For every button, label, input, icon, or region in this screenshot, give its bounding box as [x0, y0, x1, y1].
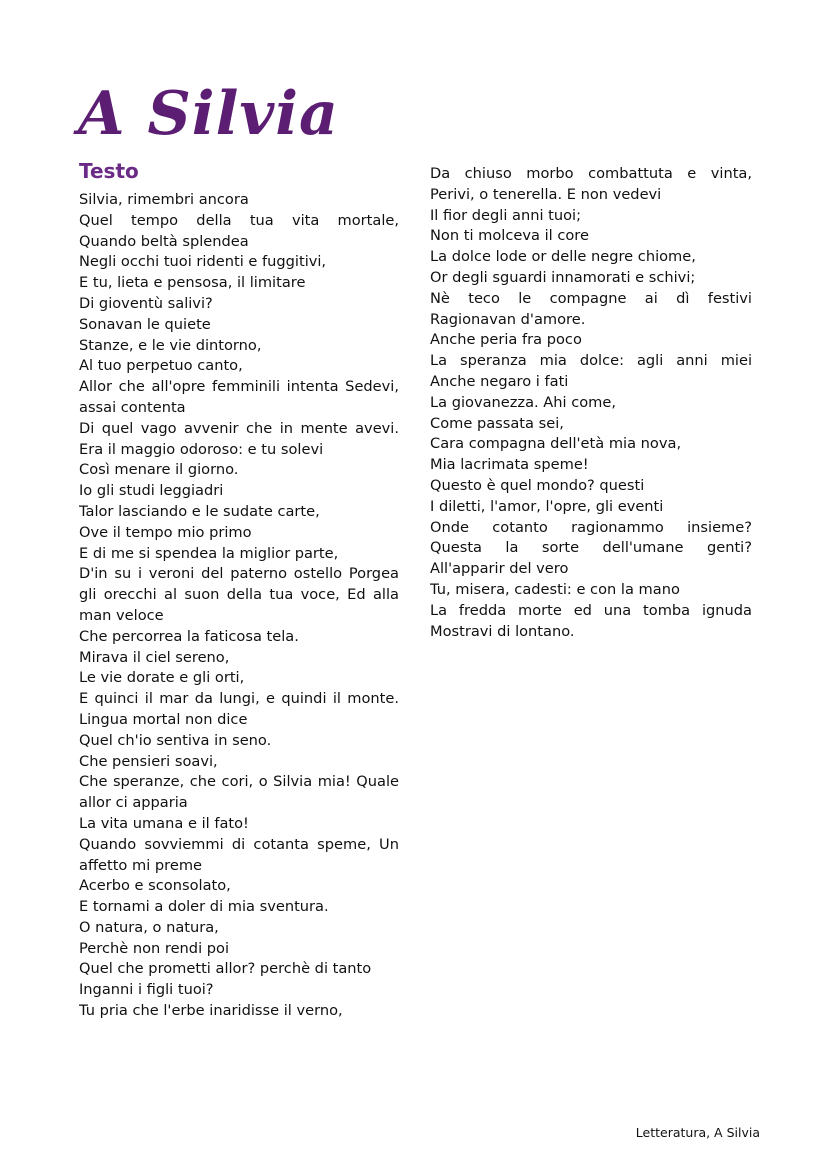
- poem-line: Perchè non rendi poi: [79, 939, 230, 957]
- poem-line: Anche peria fra poco: [430, 331, 582, 349]
- poem-line: La dolce lode or delle negre chiome,: [430, 248, 696, 266]
- poem-line: Le vie dorate e gli orti,: [79, 669, 245, 687]
- poem-line: Allor che all'opre femminili intenta Sedevi,: [79, 378, 399, 396]
- poem-line: Che speranze, che cori, o Silvia mia! Quale: [79, 773, 399, 791]
- poem-line: Non ti molceva il core: [430, 227, 589, 245]
- poem-line: Talor lasciando e le sudate carte,: [79, 502, 320, 520]
- poem-line: Ove il tempo mio primo: [79, 523, 252, 541]
- poem-column-left: [79, 190, 399, 1022]
- poem-line: Mia lacrimata speme!: [430, 456, 589, 474]
- poem-line: Tu pria che l'erbe inaridisse il verno,: [79, 1002, 343, 1020]
- poem-line: La fredda morte ed una tomba ignuda: [430, 601, 752, 619]
- poem-line: Anche negaro i fati: [430, 372, 569, 390]
- poem-line: Di gioventù salivi?: [79, 294, 213, 312]
- poem-line: Di quel vago avvenir che in mente avevi.: [79, 419, 399, 437]
- poem-line: Stanze, e le vie dintorno,: [79, 336, 262, 354]
- poem-column-right: [430, 164, 752, 642]
- poem-line: All'apparir del vero: [430, 560, 569, 578]
- poem-line: Mirava il ciel sereno,: [79, 648, 230, 666]
- poem-line: Quando beltà splendea: [79, 232, 249, 250]
- poem-line: E di me si spendea la miglior parte,: [79, 544, 339, 562]
- poem-line: Era il maggio odoroso: e tu solevi: [79, 440, 324, 458]
- poem-line: Il fior degli anni tuoi;: [430, 206, 582, 224]
- poem-line: Silvia, rimembri ancora: [79, 191, 249, 208]
- poem-line: Lingua mortal non dice: [79, 710, 248, 728]
- poem-line: E quinci il mar da lungi, e quindi il monte.: [79, 690, 399, 708]
- poem-line: Ragionavan d'amore.: [430, 310, 586, 328]
- poem-line: La speranza mia dolce: agli anni miei: [430, 352, 752, 370]
- poem-line: Mostravi di lontano.: [430, 622, 575, 640]
- poem-line: Io gli studi leggiadri: [79, 482, 224, 500]
- poem-line: Onde cotanto ragionammo insieme?: [430, 518, 752, 536]
- poem-line: man veloce: [79, 606, 164, 624]
- poem-line: affetto mi preme: [79, 856, 203, 874]
- poem-line: D'in su i veroni del paterno ostello Porgea: [79, 565, 399, 583]
- page-title: A Silvia: [78, 79, 339, 149]
- poem-line: Tu, misera, cadesti: e con la mano: [430, 580, 680, 598]
- section-heading: Testo: [79, 159, 139, 183]
- poem-line: La giovanezza. Ahi come,: [430, 393, 617, 411]
- poem-line: I diletti, l'amor, l'opre, gli eventi: [430, 497, 664, 515]
- poem-line: Che pensieri soavi,: [79, 752, 218, 770]
- poem-line: Or degli sguardi innamorati e schivi;: [430, 268, 696, 286]
- poem-line: Quel tempo della tua vita mortale,: [79, 211, 399, 229]
- poem-line: O natura, o natura,: [79, 918, 219, 936]
- poem-line: Come passata sei,: [430, 414, 564, 432]
- poem-line: Nè teco le compagne ai dì festivi: [430, 289, 752, 307]
- poem-line: Questo è quel mondo? questi: [430, 476, 645, 494]
- poem-line: Acerbo e sconsolato,: [79, 877, 231, 895]
- poem-line: La vita umana e il fato!: [79, 814, 249, 832]
- poem-line: Da chiuso morbo combattuta e vinta,: [430, 165, 752, 182]
- poem-line: Quel ch'io sentiva in seno.: [79, 731, 272, 749]
- poem-line: Che percorrea la faticosa tela.: [79, 627, 299, 645]
- poem-line: Quel che prometti allor? perchè di tanto: [79, 960, 372, 978]
- poem-line: gli orecchi al suon della tua voce, Ed alla: [79, 586, 399, 604]
- poem-line: assai contenta: [79, 398, 186, 416]
- poem-line: E tornami a doler di mia sventura.: [79, 898, 329, 916]
- page-footer: Letteratura, A Silvia: [635, 1125, 760, 1140]
- poem-line: Questa la sorte dell'umane genti?: [430, 539, 752, 557]
- poem-line: Cara compagna dell'età mia nova,: [430, 435, 682, 453]
- poem-line: Negli occhi tuoi ridenti e fuggitivi,: [79, 253, 327, 271]
- poem-line: Perivi, o tenerella. E non vedevi: [430, 185, 662, 203]
- poem-line: Inganni i figli tuoi?: [79, 981, 214, 999]
- poem-line: Sonavan le quiete: [79, 315, 211, 333]
- poem-line: Così menare il giorno.: [79, 461, 239, 479]
- poem-line: allor ci apparia: [79, 794, 188, 812]
- poem-line: E tu, lieta e pensosa, il limitare: [79, 274, 306, 292]
- poem-line: Quando sovviemmi di cotanta speme, Un: [79, 835, 399, 853]
- poem-line: Al tuo perpetuo canto,: [79, 357, 243, 375]
